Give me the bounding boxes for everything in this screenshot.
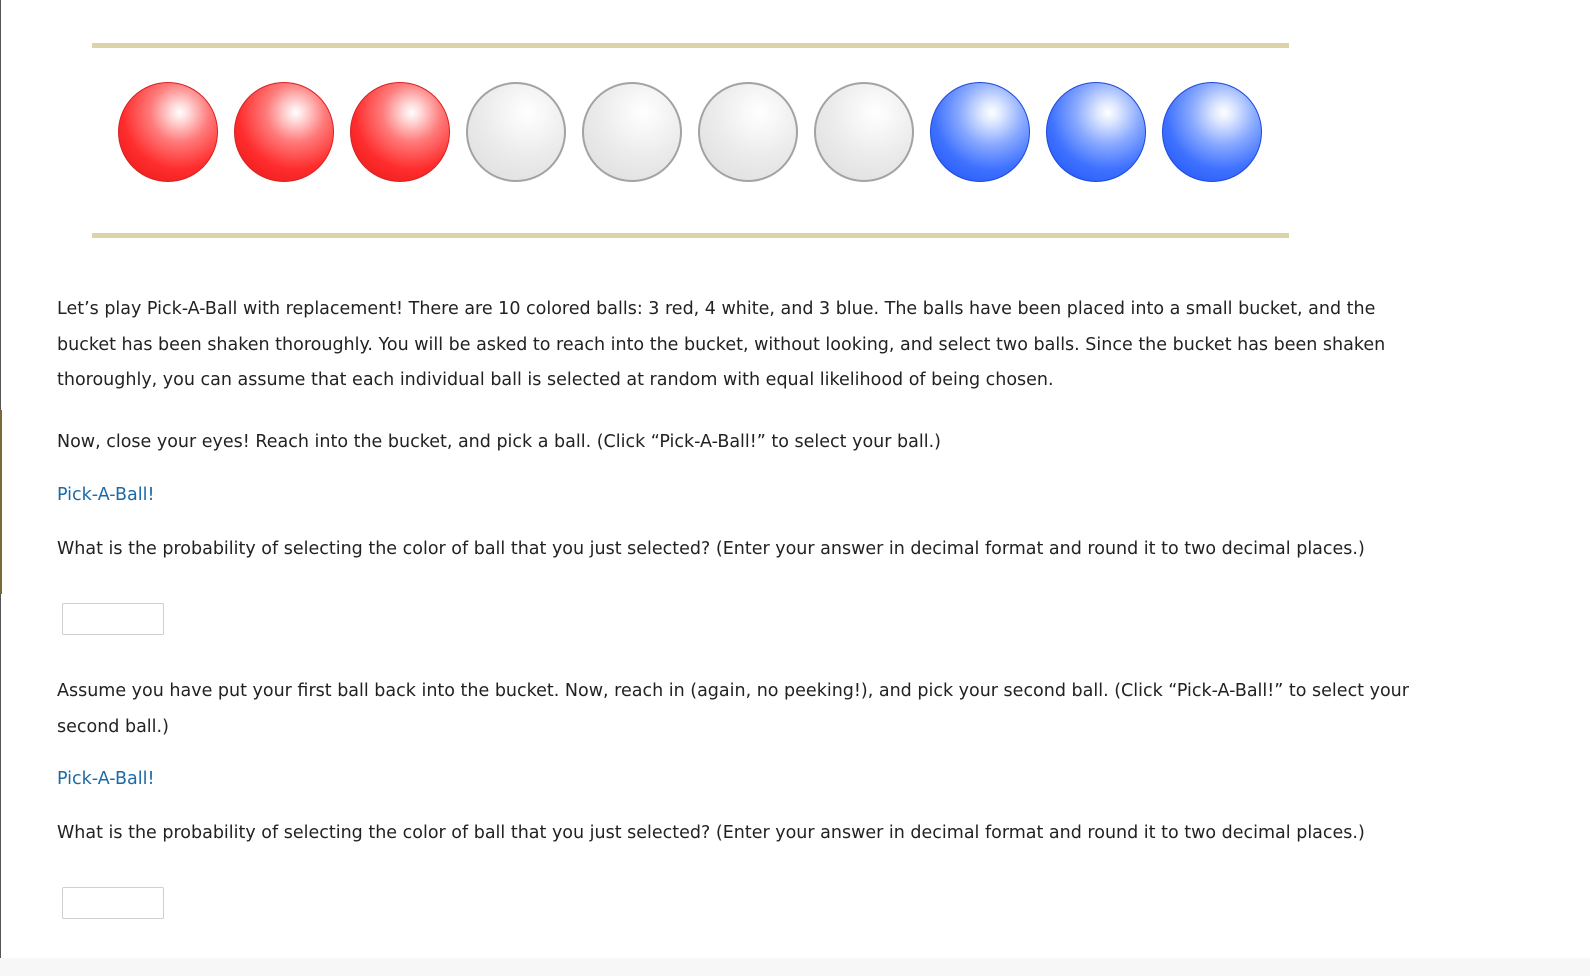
- blue-ball: [1162, 82, 1262, 182]
- page-left-edge-mark: [0, 410, 2, 594]
- white-ball: [814, 82, 914, 182]
- bucket-top-rail: [92, 43, 1289, 48]
- white-ball: [582, 82, 682, 182]
- first-instruction: Now, close your eyes! Reach into the bucket, and pick a ball. (Click “Pick-A-Ball!” to select your ball.): [57, 432, 941, 452]
- question-2: What is the probability of selecting the color of ball that you just selected? (Enter your answer in decimal format and round it to two decimal places.): [57, 823, 1365, 843]
- second-instruction: Assume you have put your first ball back into the bucket. Now, reach in (again, no peeking!), and pick your second ball. (Click “Pick-A-Ball!” to select your second ball.): [57, 681, 1409, 737]
- white-ball: [466, 82, 566, 182]
- red-ball: [350, 82, 450, 182]
- pick-a-ball-link-2[interactable]: Pick-A-Ball!: [57, 769, 155, 789]
- bucket-bottom-rail: [92, 233, 1289, 238]
- answer-input-1[interactable]: [62, 603, 164, 635]
- page-bottom-band: [0, 958, 1590, 976]
- white-ball: [698, 82, 798, 182]
- red-ball: [234, 82, 334, 182]
- blue-ball: [930, 82, 1030, 182]
- answer-input-2[interactable]: [62, 887, 164, 919]
- blue-ball: [1046, 82, 1146, 182]
- intro-paragraph: Let’s play Pick-A-Ball with replacement! There are 10 colored balls: 3 red, 4 white, and 3 blue. The balls have been placed into a small bucket, and the bucket has been shaken thoroughly. You will be asked to reach into the bucket, without looking, and select two balls. Since the bucket has been shaken thoroughly, you can assume that each individual ball is selected at random with equal likelihood of being chosen.: [57, 299, 1386, 390]
- red-ball: [118, 82, 218, 182]
- pick-a-ball-link-1[interactable]: Pick-A-Ball!: [57, 485, 155, 505]
- question-1: What is the probability of selecting the color of ball that you just selected? (Enter your answer in decimal format and round it to two decimal places.): [57, 539, 1365, 559]
